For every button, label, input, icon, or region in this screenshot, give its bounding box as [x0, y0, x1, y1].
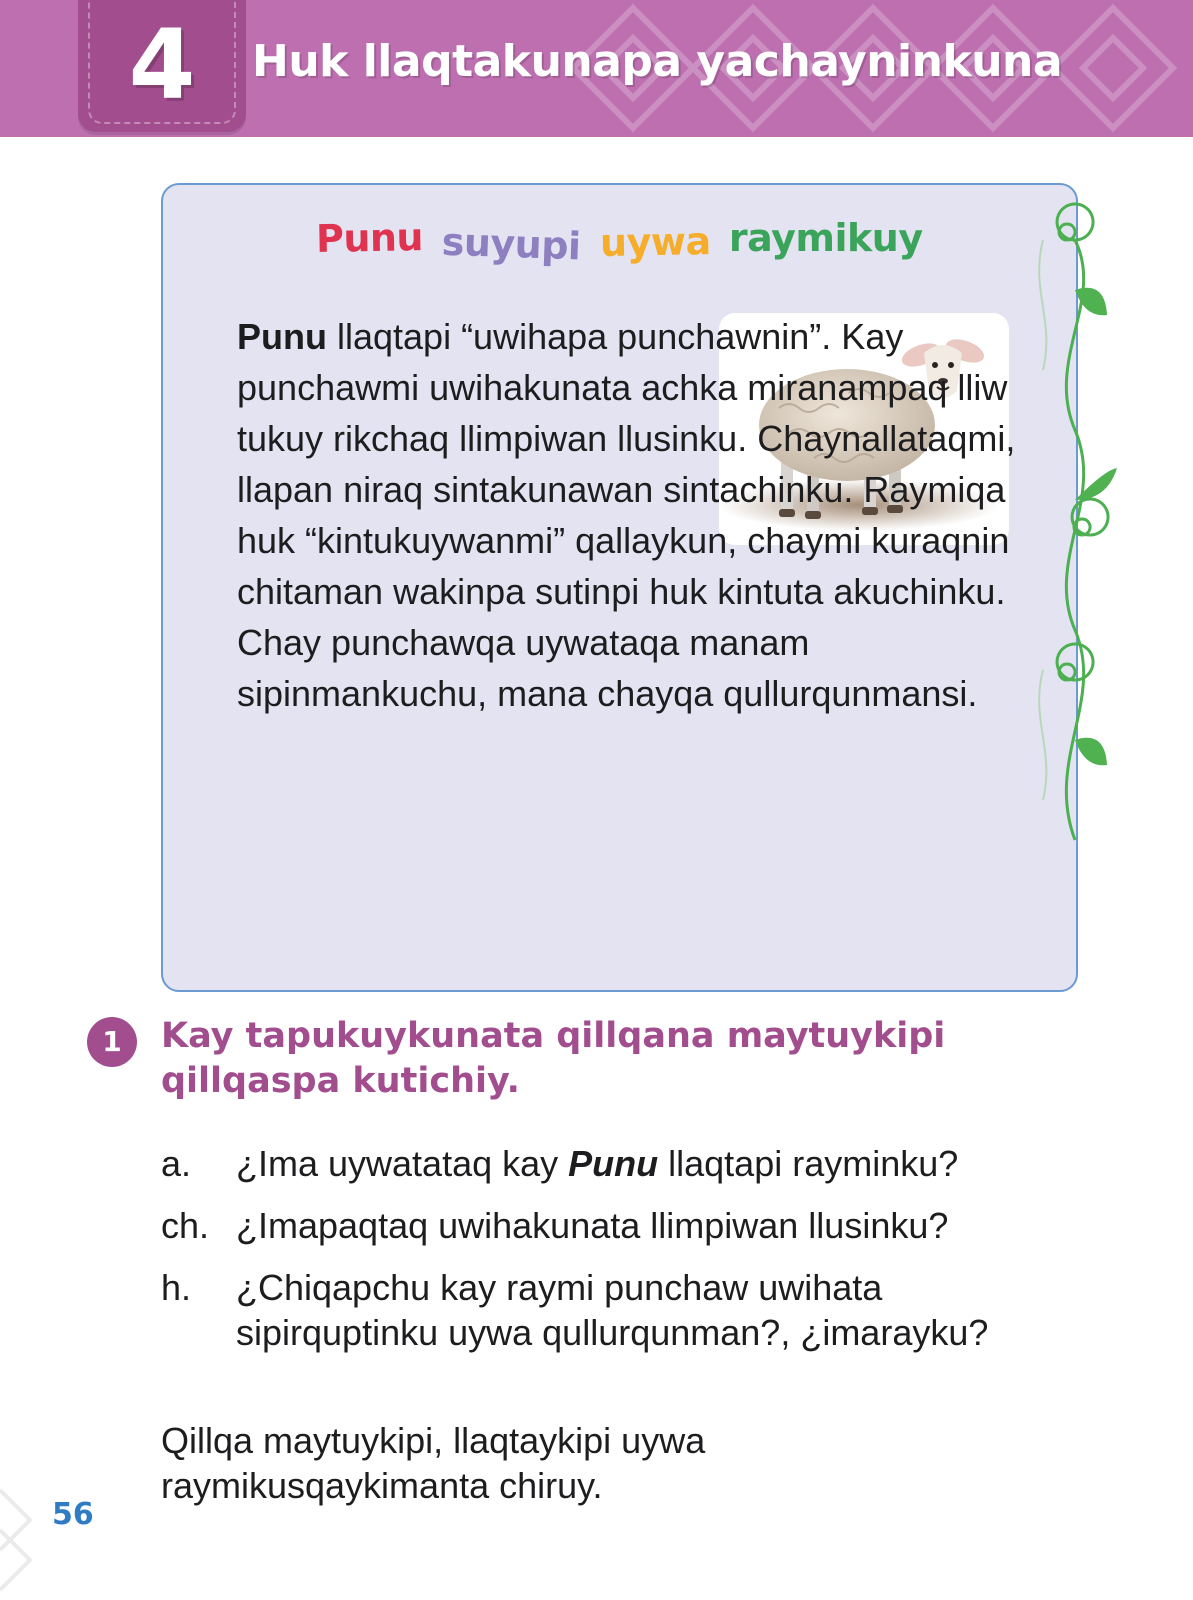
activity-instruction: Kay tapukuykunata qillqana maytuykipi qillqaspa kutichiy. — [161, 1016, 946, 1101]
question-text: ¿Ima uywatataq kay — [236, 1143, 569, 1184]
question-letter: h. — [161, 1267, 192, 1308]
title-word: raymikuy — [728, 216, 923, 260]
vine-decoration-icon — [1035, 200, 1175, 860]
question-text-end: llaqtapi rayminku? — [658, 1143, 959, 1184]
corner-ornament-icon — [0, 1470, 50, 1600]
reading-card — [161, 183, 1078, 992]
question-emphasis: Punu — [568, 1143, 659, 1184]
chapter-tab — [78, 0, 246, 132]
question-item — [161, 1265, 1081, 1355]
question-list — [161, 1141, 1081, 1372]
question-item — [161, 1203, 1081, 1248]
chapter-title: Huk llaqtakunapa yachayninkuna — [252, 36, 1063, 87]
story-place-name: Punu — [237, 316, 327, 357]
question-text: ¿Imapaqtaq uwihakunata llimpiwan llusinku? — [236, 1205, 949, 1246]
story-body: llaqtapi “uwihapa punchawnin”. Kay punchawmi uwihakunata achka miranampaq lliw tukuy rikchaq llimpiwan llusinku. Chaynallataqmi, llapan niraq sintakunawan sintachinku. Raymiqa huk “kintukuywanmi” qallaykun, chaymi kuraqnin chitaman wakinpa sutinpi huk kintuta akuchinku. Chay punchawqa uywataqa manam sipinmankuchu, mana chayqa qullurqunmansi. — [237, 316, 1016, 714]
reading-title — [163, 213, 1076, 269]
question-text: ¿Chiqapchu kay raymi punchaw uwihata sipirquptinku uywa qullurqunman?, ¿imarayku? — [236, 1267, 989, 1353]
chapter-header — [0, 0, 1193, 137]
closing-instruction: Qillqa maytuykipi, llaqtaykipi uywa raymikusqaykimanta chiruy. — [161, 1420, 706, 1506]
question-letter: a. — [161, 1143, 192, 1184]
title-word: Punu — [315, 215, 424, 261]
story-text — [237, 311, 1027, 719]
title-word: suyupi — [441, 219, 582, 269]
title-word: uywa — [599, 219, 711, 265]
page-number: 56 — [52, 1497, 94, 1532]
chapter-number: 4 — [128, 9, 196, 121]
activity-number-badge: 1 — [87, 1017, 137, 1067]
question-item — [161, 1141, 1081, 1186]
question-letter: ch. — [161, 1205, 210, 1246]
